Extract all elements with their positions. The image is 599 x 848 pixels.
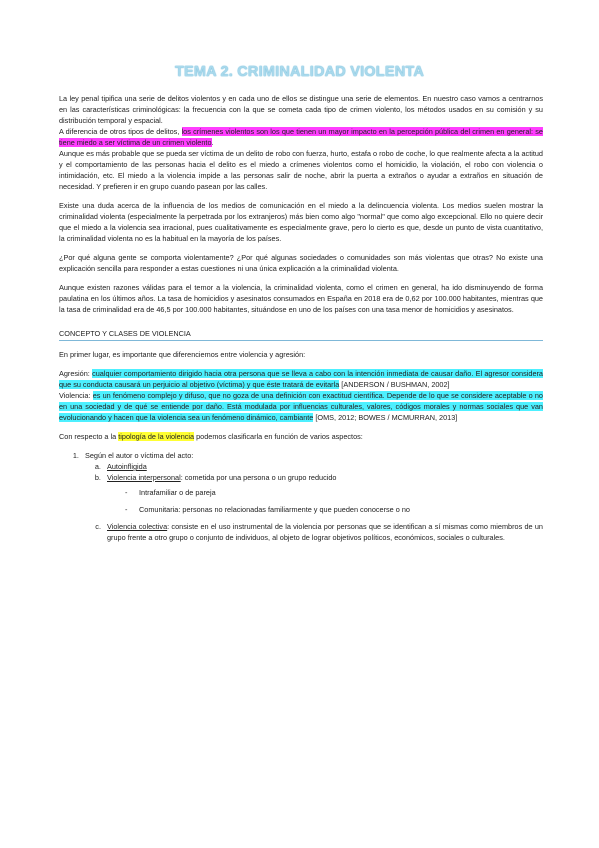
list-item bbox=[81, 450, 543, 543]
highlight-impact: los crímenes violentos son los que tienen un mayor impacto en la percepción pública del crimen en general: se tiene miedo a ser víctima de un crimen violento bbox=[59, 127, 543, 147]
paragraph-typology bbox=[59, 431, 543, 442]
paragraph-media: Existe una duda acerca de la influencia de los medios de comunicación en el miedo a la delincuencia violenta. Los medios suelen mostrar la criminalidad violenta (especialmente la perpetrada por los extranjeros) más bien como algo "normal" que como algo excepcional. Ello no quiere decir que el miedo a la violencia sea irracional, pues cualitativamente es especialmente grave, pero lo cierto es que, desde un punto de vista cuantitativo, la criminalidad violenta no es la habitual en la mayoría de los países. bbox=[59, 201, 543, 243]
sublist-item-text: : cometida por una persona o un grupo reducido bbox=[180, 473, 337, 482]
list-item-text: Según el autor o víctima del acto: bbox=[85, 451, 194, 460]
sublist-item-text: : consiste en el uso instrumental de la violencia por personas que se identifican a sí mismas como miembros de un grupo frente a otro grupo o conjunto de individuos, al objeto de lograr objetivos políticos, económicos, sociales o culturales. bbox=[107, 522, 543, 542]
paragraph-fear: Aunque es más probable que se pueda ser víctima de un delito de robo con fuerza, hurto, estafa o robo de coche, lo que realmente afecta a la actitud y el comportamiento de las personas hacia el delito es el miedo a crímenes violentos como el homicidio, la violación, el robo con violencia o intimidación, etc. El miedo a la violencia impide a las personas salir de noche, abrir la puerta a extraños o ayudar a extraños en situación de necesidad. Y prefieren ir en grupo cuando pasean por las calles. bbox=[59, 149, 543, 191]
dash-list bbox=[107, 487, 543, 515]
paragraph-distinguish: En primer lugar, es importante que diferenciemos entre violencia y agresión: bbox=[59, 350, 306, 359]
typology-list bbox=[59, 450, 543, 543]
definition-violencia bbox=[59, 390, 543, 423]
dash-list-item: - Intrafamiliar o de pareja bbox=[125, 487, 543, 498]
document-title: TEMA 2. CRIMINALIDAD VIOLENTA bbox=[174, 64, 425, 80]
dash-list-item: - Comunitaria: personas no relacionadas familiarmente y que pueden conocerse o no bbox=[125, 504, 543, 515]
paragraph-typology-pre: Con respecto a la bbox=[59, 432, 119, 441]
sublist-item-label: Autoinfligida bbox=[107, 462, 147, 471]
paragraph-impact-pre: A diferencia de otros tipos de delitos, bbox=[59, 127, 182, 136]
paragraph-rates: Aunque existen razones válidas para el temor a la violencia, la criminalidad violenta, como el crimen en general, ha ido disminuyendo de forma paulatina en los últimos años. La tasa de homicidios y asesinatos consumados en España en 2018 era de 0,62 por 100.000 habitantes, mientras que la tasa de criminalidad era de 46,5 por 100.000 habitantes, situándose en uno de los países con una tasa menor de homicidios y asesinatos. bbox=[59, 283, 543, 314]
sublist-item bbox=[103, 472, 543, 515]
paragraph-impact-post: . bbox=[211, 138, 214, 147]
highlight-agresion: cualquier comportamiento dirigido hacia otra persona que se lleva a cabo con la intención inmediata de causar daño. El agresor considera que su conducta causará un perjuicio al objetivo (víctima) y que éste tratará de evitarla bbox=[59, 369, 543, 389]
paragraph-intro: La ley penal tipifica una serie de delitos violentos y en cada uno de ellos se distingue una serie de elementos. En nuestro caso vamos a centrarnos en las características criminológicas: la frecuencia con la que se cometa cada tipo de crimen violento, los métodos usados en su comisión y su distribución temporal y espacial. bbox=[59, 94, 543, 125]
definition-agresion-label: Agresión: bbox=[59, 369, 93, 378]
sublist bbox=[85, 461, 543, 543]
sublist-item-label: Violencia colectiva bbox=[107, 522, 168, 531]
paragraph-questions: ¿Por qué alguna gente se comporta violentamente? ¿Por qué algunas sociedades o comunidades son más violentas que otras? No existe una explicación sencilla para responder a estas cuestiones ni una única explicación a la criminalidad violenta. bbox=[59, 253, 543, 273]
definition-agresion-cite: [ANDERSON / BUSHMAN, 2002] bbox=[339, 380, 450, 389]
paragraph-typology-post: podemos clasificarla en función de varios aspectos: bbox=[194, 432, 363, 441]
document-body bbox=[59, 93, 543, 543]
definition-violencia-label: Violencia: bbox=[59, 391, 93, 400]
paragraph-impact bbox=[59, 126, 543, 148]
sublist-item bbox=[103, 461, 543, 472]
sublist-item bbox=[103, 521, 543, 543]
definitions-block bbox=[59, 368, 543, 423]
definition-agresion bbox=[59, 368, 543, 390]
sublist-item-label: Violencia interpersonal bbox=[107, 473, 181, 482]
definition-violencia-cite: [OMS, 2012; BOWES / MCMURRAN, 2013] bbox=[313, 413, 458, 422]
highlight-violencia: es un fenómeno complejo y difuso, que no goza de una definición con exactitud científica. Depende de lo que se considere aceptable o no en una sociedad y de qué se entiende por daño. Está modulada por influencias culturales, valores, códigos morales y normas sociales que van evolucionando y hacen que la violencia sea un fenómeno dinámico, cambiante bbox=[59, 391, 543, 422]
highlight-typology: tipología de la violencia bbox=[118, 432, 195, 441]
section-heading: CONCEPTO Y CLASES DE VIOLENCIA bbox=[59, 328, 543, 341]
